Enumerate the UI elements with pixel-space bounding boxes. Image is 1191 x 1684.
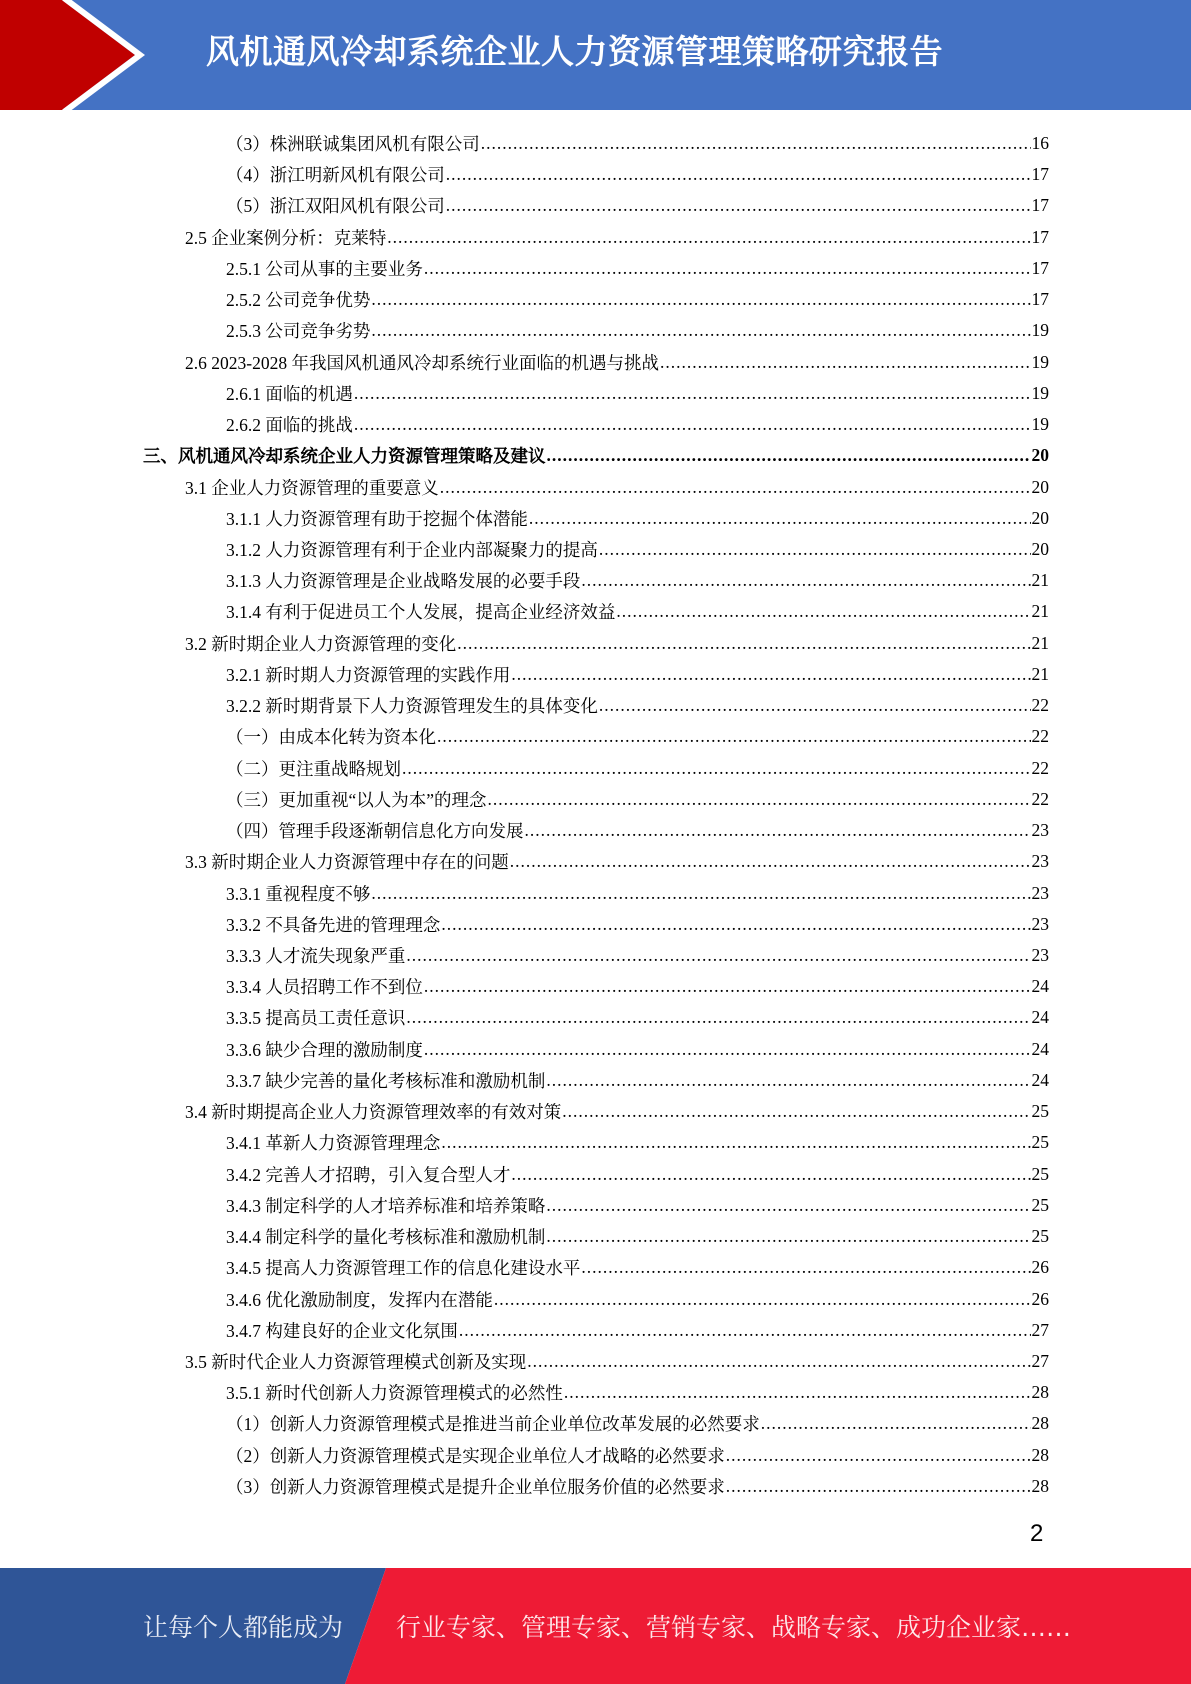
toc-entry[interactable]: [226, 721, 1049, 752]
toc-leader-dots: [546, 1226, 1030, 1247]
toc-entry-page: 19: [1031, 320, 1049, 341]
toc-entry[interactable]: [226, 534, 1049, 565]
toc-entry[interactable]: [226, 409, 1049, 440]
toc-entry[interactable]: [226, 971, 1049, 1002]
toc-entry[interactable]: [185, 1346, 1049, 1377]
toc-leader-dots: [371, 883, 1030, 904]
toc-entry-title: 3.1 企业人力资源管理的重要意义: [185, 477, 439, 498]
toc-leader-dots: [599, 695, 1031, 716]
toc-leader-dots: [546, 1070, 1030, 1091]
toc-entry-title: 3.3.7 缺少完善的量化考核标准和激励机制: [226, 1070, 546, 1091]
toc-leader-dots: [437, 726, 1031, 747]
toc-entry-title: 3.5.1 新时代创新人力资源管理模式的必然性: [226, 1383, 563, 1404]
toc-entry-title: 3.3.4 人员招聘工作不到位: [226, 977, 423, 998]
toc-leader-dots: [564, 1382, 1031, 1403]
toc-entry-page: 20: [1031, 445, 1049, 466]
toc-entry[interactable]: [226, 1065, 1049, 1096]
toc-leader-dots: [511, 664, 1030, 685]
toc-leader-dots: [441, 1132, 1030, 1153]
toc-entry[interactable]: [226, 1127, 1049, 1158]
toc-entry[interactable]: [226, 378, 1049, 409]
toc-leader-dots: [371, 289, 1030, 310]
toc-entry-title: 3.3.1 重视程度不够: [226, 883, 371, 904]
toc-entry[interactable]: [226, 659, 1049, 690]
toc-entry-title: （一）由成本化转为资本化: [226, 727, 436, 748]
toc-entry-title: （2）创新人力资源管理模式是实现企业单位人才战略的必然要求: [226, 1445, 725, 1466]
toc-entry-page: 23: [1031, 944, 1049, 965]
toc-entry[interactable]: [226, 909, 1049, 940]
toc-entry[interactable]: [226, 815, 1049, 846]
toc-entry[interactable]: [226, 690, 1049, 721]
toc-entry[interactable]: [226, 1315, 1049, 1346]
toc-leader-dots: [406, 945, 1030, 966]
toc-entry-title: 2.5.1 公司从事的主要业务: [226, 258, 423, 279]
toc-entry[interactable]: [226, 315, 1049, 346]
toc-entry-title: 3.4.4 制定科学的量化考核标准和激励机制: [226, 1227, 546, 1248]
toc-entry-title: 3.1.1 人力资源管理有助于挖掘个体潜能: [226, 508, 528, 529]
toc-entry-page: 23: [1031, 913, 1049, 934]
page-number: 2: [1030, 1520, 1044, 1547]
toc-leader-dots: [457, 633, 1030, 654]
toc-entry-page: 24: [1031, 1038, 1049, 1059]
toc-entry[interactable]: [226, 596, 1049, 627]
toc-entry-page: 26: [1031, 1257, 1049, 1278]
toc-leader-dots: [525, 820, 1031, 841]
toc-entry-title: 3.2.1 新时期人力资源管理的实践作用: [226, 664, 511, 685]
toc-entry-page: 26: [1031, 1288, 1049, 1309]
toc-entry-page: 25: [1031, 1194, 1049, 1215]
footer-slogan-left: 让每个人都能成为: [143, 1613, 344, 1642]
toc-entry-page: 24: [1031, 1069, 1049, 1090]
toc-entry-title: 2.6.1 面临的机遇: [226, 383, 353, 404]
toc-entry-page: 20: [1031, 507, 1049, 528]
toc-entry[interactable]: [143, 440, 1049, 471]
toc-entry[interactable]: [226, 159, 1049, 190]
toc-entry[interactable]: [185, 1096, 1049, 1127]
toc-leader-dots: [481, 133, 1031, 154]
toc-leader-dots: [354, 383, 1031, 404]
toc-entry-title: 3.4 新时期提高企业人力资源管理效率的有效对策: [185, 1102, 562, 1123]
toc-leader-dots: [761, 1413, 1031, 1434]
toc-entry-page: 28: [1031, 1413, 1049, 1434]
toc-entry-title: （1）创新人力资源管理模式是推进当前企业单位改革发展的必然要求: [226, 1414, 760, 1435]
toc-leader-dots: [599, 539, 1031, 560]
toc-entry[interactable]: [226, 190, 1049, 221]
toc-entry-page: 20: [1031, 476, 1049, 497]
toc-leader-dots: [387, 227, 1030, 248]
toc-entry-page: 22: [1031, 695, 1049, 716]
toc-entry-title: 3.3.5 提高员工责任意识: [226, 1008, 406, 1029]
toc-leader-dots: [402, 758, 1031, 779]
toc-entry-page: 21: [1031, 663, 1049, 684]
toc-entry-title: 2.5.2 公司竞争优势: [226, 290, 371, 311]
toc-entry[interactable]: [226, 940, 1049, 971]
toc-entry[interactable]: [226, 253, 1049, 284]
toc-leader-dots: [511, 1164, 1030, 1185]
toc-entry-title: 3.3.6 缺少合理的激励制度: [226, 1039, 423, 1060]
toc-entry[interactable]: [226, 1034, 1049, 1065]
toc-entry-title: 3.4.5 提高人力资源管理工作的信息化建设水平: [226, 1258, 581, 1279]
toc-entry-title: 3.5 新时代企业人力资源管理模式创新及实现: [185, 1351, 527, 1372]
toc-leader-dots: [527, 1351, 1030, 1372]
page-footer: [0, 1568, 1191, 1684]
toc-entry[interactable]: [185, 347, 1049, 378]
toc-entry[interactable]: [226, 565, 1049, 596]
toc-entry[interactable]: [226, 1252, 1049, 1283]
toc-entry-title: 3.2.2 新时期背景下人力资源管理发生的具体变化: [226, 696, 598, 717]
toc-entry-title: 3.1.2 人力资源管理有利于企业内部凝聚力的提高: [226, 539, 598, 560]
toc-entry-page: 21: [1031, 570, 1049, 591]
toc-leader-dots: [546, 1195, 1030, 1216]
toc-entry-page: 22: [1031, 726, 1049, 747]
toc-leader-dots: [424, 258, 1031, 279]
toc-entry-title: 2.6 2023-2028 年我国风机通风冷却系统行业面临的机遇与挑战: [185, 352, 659, 373]
toc-entry[interactable]: [226, 503, 1049, 534]
toc-entry-page: 23: [1031, 820, 1049, 841]
toc-entry-title: 3.4.6 优化激励制度，发挥内在潜能: [226, 1289, 493, 1310]
toc-entry-title: 3.3.3 人才流失现象严重: [226, 945, 406, 966]
toc-entry[interactable]: [226, 1221, 1049, 1252]
toc-entry[interactable]: [226, 1190, 1049, 1221]
toc-entry-page: 19: [1031, 414, 1049, 435]
toc-entry[interactable]: [226, 1377, 1049, 1408]
toc-leader-dots: [446, 164, 1031, 185]
toc-entry[interactable]: [185, 472, 1049, 503]
toc-leader-dots: [562, 1101, 1030, 1122]
toc-entry-title: （3）创新人力资源管理模式是提升企业单位服务价值的必然要求: [226, 1476, 725, 1497]
toc-leader-dots: [488, 789, 1031, 810]
toc-leader-dots: [547, 445, 1031, 466]
toc-entry[interactable]: [226, 753, 1049, 784]
toc-entry-page: 22: [1031, 757, 1049, 778]
toc-entry-page: 27: [1031, 1319, 1049, 1340]
toc-entry-page: 28: [1031, 1382, 1049, 1403]
toc-leader-dots: [354, 414, 1031, 435]
toc-entry-page: 25: [1031, 1226, 1049, 1247]
toc-entry-title: 3.1.3 人力资源管理是企业战略发展的必要手段: [226, 571, 581, 592]
toc-leader-dots: [660, 352, 1031, 373]
toc-entry[interactable]: [226, 1471, 1049, 1502]
toc-entry-title: 3.2 新时期企业人力资源管理的变化: [185, 633, 457, 654]
toc-entry-page: 17: [1031, 257, 1049, 278]
toc-entry[interactable]: [226, 284, 1049, 315]
toc-entry-title: （三）更加重视“以人为本”的理念: [226, 789, 487, 810]
header-chevron-icon: [0, 0, 160, 110]
toc-entry-title: 2.6.2 面临的挑战: [226, 415, 353, 436]
toc-entry-title: 2.5.3 公司竞争劣势: [226, 321, 371, 342]
toc-entry-page: 25: [1031, 1101, 1049, 1122]
toc-entry-page: 17: [1031, 195, 1049, 216]
toc-entry-title: （四）管理手段逐渐朝信息化方向发展: [226, 821, 524, 842]
toc-entry-title: 3.3 新时期企业人力资源管理中存在的问题: [185, 852, 509, 873]
toc-entry-page: 21: [1031, 632, 1049, 653]
toc-entry-title: 3.4.1 革新人力资源管理理念: [226, 1133, 441, 1154]
toc-entry-title: 3.1.4 有利于促进员工个人发展，提高企业经济效益: [226, 602, 616, 623]
toc-entry[interactable]: [226, 784, 1049, 815]
toc-entry-page: 17: [1031, 226, 1049, 247]
toc-entry-page: 22: [1031, 788, 1049, 809]
toc-entry-page: 21: [1031, 601, 1049, 622]
toc-leader-dots: [459, 1320, 1031, 1341]
toc-leader-dots: [406, 1007, 1030, 1028]
toc-entry-page: 28: [1031, 1475, 1049, 1496]
toc-entry[interactable]: [226, 1284, 1049, 1315]
toc-leader-dots: [424, 976, 1031, 997]
toc-entry-page: 25: [1031, 1132, 1049, 1153]
toc-entry-page: 24: [1031, 1007, 1049, 1028]
footer-slogan-right: 行业专家、管理专家、营销专家、战略专家、成功企业家……: [396, 1613, 1072, 1642]
toc-entry-page: 20: [1031, 538, 1049, 559]
toc-entry-title: 3.4.7 构建良好的企业文化氛围: [226, 1320, 458, 1341]
toc-entry[interactable]: [226, 1440, 1049, 1471]
toc-entry[interactable]: [185, 628, 1049, 659]
toc-entry-title: （4）浙江明新风机有限公司: [226, 165, 445, 186]
toc-entry-title: 2.5 企业案例分析：克莱特: [185, 227, 387, 248]
toc-entry-page: 28: [1031, 1444, 1049, 1465]
toc-entry[interactable]: [185, 222, 1049, 253]
toc-entry[interactable]: [185, 846, 1049, 877]
toc-entry[interactable]: [226, 878, 1049, 909]
toc-entry-page: 17: [1031, 164, 1049, 185]
toc-entry-page: 24: [1031, 976, 1049, 997]
toc-leader-dots: [581, 570, 1030, 591]
toc-leader-dots: [510, 851, 1031, 872]
toc-leader-dots: [446, 195, 1031, 216]
toc-leader-dots: [424, 1039, 1031, 1060]
toc-leader-dots: [616, 601, 1030, 622]
toc-leader-dots: [581, 1257, 1030, 1278]
report-title: 风机通风冷却系统企业人力资源管理策略研究报告: [206, 32, 943, 71]
toc-entry-title: （5）浙江双阳风机有限公司: [226, 196, 445, 217]
toc-leader-dots: [441, 914, 1030, 935]
toc-leader-dots: [494, 1289, 1031, 1310]
toc-entry-page: 16: [1031, 133, 1049, 153]
page-header: [0, 0, 1191, 110]
toc-leader-dots: [726, 1445, 1031, 1466]
toc-entry-page: 23: [1031, 882, 1049, 903]
toc-entry[interactable]: [226, 1159, 1049, 1190]
toc-entry[interactable]: [226, 1002, 1049, 1033]
toc-entry-title: 3.4.3 制定科学的人才培养标准和培养策略: [226, 1195, 546, 1216]
toc-leader-dots: [529, 508, 1031, 529]
toc-entry-page: 19: [1031, 382, 1049, 403]
toc-entry-title: （二）更注重战略规划: [226, 758, 401, 779]
toc-entry-page: 23: [1031, 851, 1049, 872]
toc-entry-page: 19: [1031, 351, 1049, 372]
toc-leader-dots: [726, 1476, 1031, 1497]
toc-entry-page: 17: [1031, 289, 1049, 310]
toc-entry-title: 3.3.2 不具备先进的管理理念: [226, 914, 441, 935]
toc-entry-title: （3）株洲联诚集团风机有限公司: [226, 134, 480, 154]
toc-entry-page: 27: [1031, 1350, 1049, 1371]
toc-entry-title: 三、风机通风冷却系统企业人力资源管理策略及建议: [143, 446, 546, 467]
toc-entry-title: 3.4.2 完善人才招聘，引入复合型人才: [226, 1164, 511, 1185]
toc-entry[interactable]: [226, 1408, 1049, 1439]
toc-leader-dots: [440, 477, 1031, 498]
toc-entry[interactable]: [226, 128, 1049, 159]
toc-entry-page: 25: [1031, 1163, 1049, 1184]
toc-leader-dots: [371, 320, 1030, 341]
